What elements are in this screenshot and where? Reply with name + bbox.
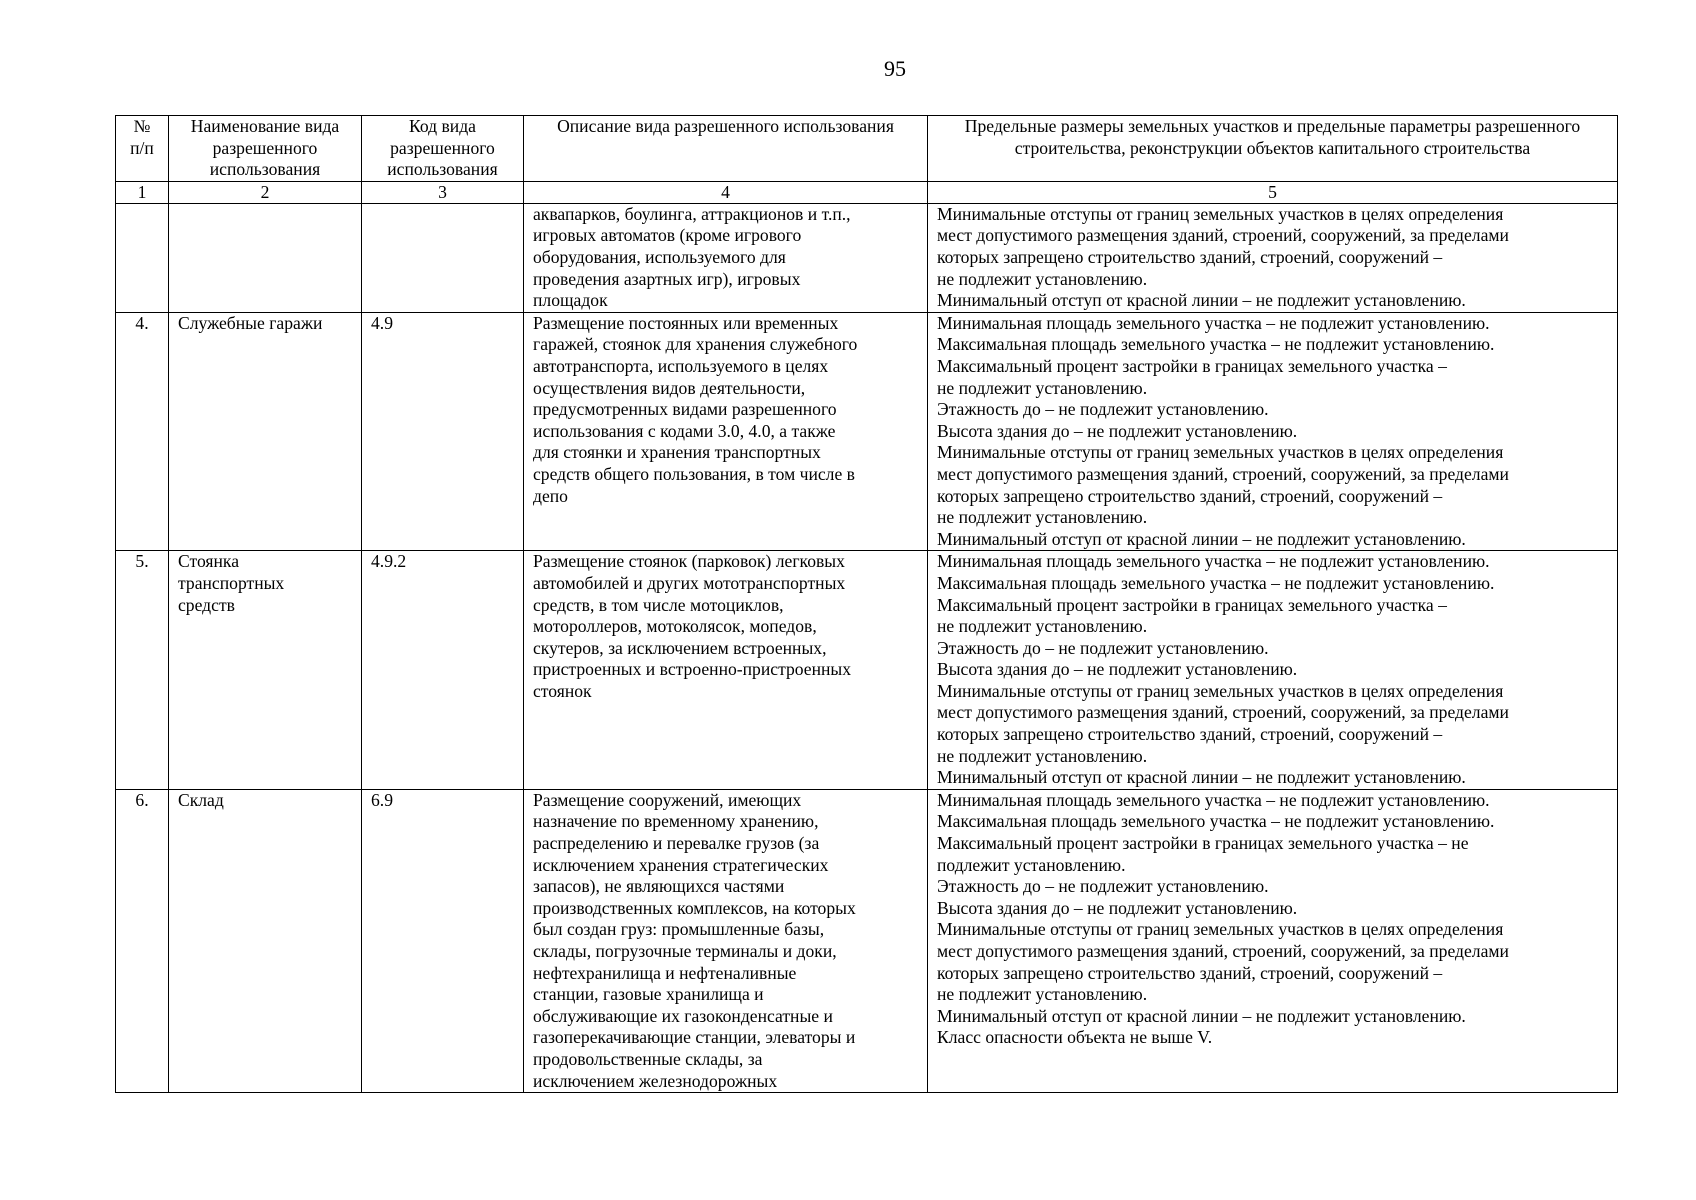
column-number-row	[116, 181, 1618, 203]
limit-parameters: Минимальные отступы от границ земельных участков в целях определения мест допустимого размещения зданий, строений, сооружений, за пределами которых запрещено строительство зданий, строений, сооружений – не подлежит установлению. Минимальный отступ от красной линии – не подлежит установлению.	[928, 203, 1618, 312]
limit-parameters: Минимальная площадь земельного участка – не подлежит установлению. Максимальная площадь земельного участка – не подлежит установлению. Максимальный процент застройки в границах земельного участка – не подлежит установлению. Этажность до – не подлежит установлению. Высота здания до – не подлежит установлению. Минимальные отступы от границ земельных участков в целях определения мест допустимого размещения зданий, строений, сооружений, за пределами которых запрещено строительство зданий, строений, сооружений – не подлежит установлению. Минимальный отступ от красной линии – не подлежит установлению.	[928, 312, 1618, 551]
table-row	[116, 551, 1618, 790]
use-description: Размещение стоянок (парковок) легковых автомобилей и других мототранспортных средств, в том числе мотоциклов, мотороллеров, мотоколясок, мопедов, скутеров, за исключением встроенных, пристроенных и встроенно-пристроенных стоянок	[524, 551, 928, 790]
header-use-name: Наименование вида разрешенного использования	[169, 116, 362, 182]
use-description: Размещение постоянных или временных гаражей, стоянок для хранения служебного автотранспорта, используемого в целях осуществления видов деятельности, предусмотренных видами разрешенного использования с кодами 3.0, 4.0, а также для стоянки и хранения транспортных средств общего пользования, в том числе в депо	[524, 312, 928, 551]
table-row	[116, 789, 1618, 1092]
column-number: 1	[116, 181, 169, 203]
use-name: Служебные гаражи	[169, 312, 362, 551]
limit-parameters: Минимальная площадь земельного участка – не подлежит установлению. Максимальная площадь земельного участка – не подлежит установлению. Максимальный процент застройки в границах земельного участка – не подлежит установлению. Этажность до – не подлежит установлению. Высота здания до – не подлежит установлению. Минимальные отступы от границ земельных участков в целях определения мест допустимого размещения зданий, строений, сооружений, за пределами которых запрещено строительство зданий, строений, сооружений – не подлежит установлению. Минимальный отступ от красной линии – не подлежит установлению. Класс опасности объекта не выше V.	[928, 789, 1618, 1092]
header-limit-parameters: Предельные размеры земельных участков и предельные параметры разрешенного строительства, реконструкции объектов капитального строительства	[928, 116, 1618, 182]
column-number: 4	[524, 181, 928, 203]
header-number: № п/п	[116, 116, 169, 182]
header-row	[116, 116, 1618, 182]
page-number: 95	[884, 56, 906, 81]
use-code: 4.9.2	[362, 551, 524, 790]
column-number: 2	[169, 181, 362, 203]
use-code: 6.9	[362, 789, 524, 1092]
row-number	[116, 203, 169, 312]
table-row	[116, 312, 1618, 551]
header-use-description: Описание вида разрешенного использования	[524, 116, 928, 182]
row-number: 6.	[116, 789, 169, 1092]
header-use-code: Код вида разрешенного использования	[362, 116, 524, 182]
use-code	[362, 203, 524, 312]
use-description: аквапарков, боулинга, аттракционов и т.п., игровых автоматов (кроме игрового оборудования, используемого для проведения азартных игр), игровых площадок	[524, 203, 928, 312]
row-number: 5.	[116, 551, 169, 790]
use-code: 4.9	[362, 312, 524, 551]
use-name: Стоянка транспортных средств	[169, 551, 362, 790]
row-number: 4.	[116, 312, 169, 551]
land-use-table	[115, 115, 1618, 1093]
table-row	[116, 203, 1618, 312]
use-name: Склад	[169, 789, 362, 1092]
use-name	[169, 203, 362, 312]
limit-parameters: Минимальная площадь земельного участка – не подлежит установлению. Максимальная площадь земельного участка – не подлежит установлению. Максимальный процент застройки в границах земельного участка – не подлежит установлению. Этажность до – не подлежит установлению. Высота здания до – не подлежит установлению. Минимальные отступы от границ земельных участков в целях определения мест допустимого размещения зданий, строений, сооружений, за пределами которых запрещено строительство зданий, строений, сооружений – не подлежит установлению. Минимальный отступ от красной линии – не подлежит установлению.	[928, 551, 1618, 790]
column-number: 3	[362, 181, 524, 203]
column-number: 5	[928, 181, 1618, 203]
use-description: Размещение сооружений, имеющих назначение по временному хранению, распределению и перевалке грузов (за исключением хранения стратегических запасов), не являющихся частями производственных комплексов, на которых был создан груз: промышленные базы, склады, погрузочные терминалы и доки, нефтехранилища и нефтеналивные станции, газовые хранилища и обслуживающие их газоконденсатные и газоперекачивающие станции, элеваторы и продовольственные склады, за исключением железнодорожных	[524, 789, 928, 1092]
